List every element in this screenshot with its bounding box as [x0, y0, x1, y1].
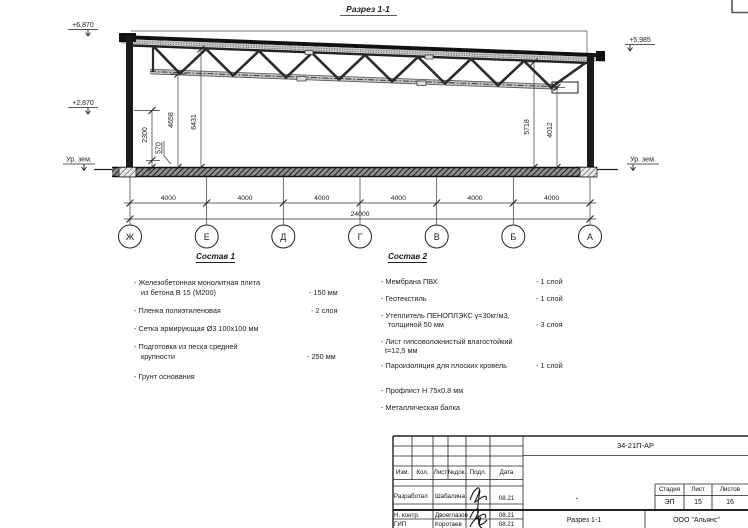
list-item-value: - 1 слой: [536, 277, 563, 286]
col-kol: Кол.: [416, 469, 429, 476]
svg-text:+6,870: +6,870: [72, 22, 94, 29]
floor-slab: [94, 167, 618, 177]
dim-4000: 4000: [390, 195, 406, 202]
left-column: [126, 36, 133, 168]
elevation-ground-right: [627, 157, 659, 171]
list-item-line: - Утеплитель ПЕНОПЛЭКС γ=30кг/м3,: [381, 311, 510, 320]
dim-570: 570: [155, 142, 163, 154]
list-item-line: - Профлист Н 75х0.8 мм: [381, 386, 464, 395]
left-column-footing: [119, 167, 136, 177]
sostav1-title: Состав 1: [196, 252, 236, 261]
list-item-line: толщиной 50 мм: [388, 320, 444, 329]
list-item-line: - Лист гипсоволокнистый влагостойкий: [381, 337, 513, 346]
col-ndok: №док.: [448, 469, 467, 476]
list-item-value: - 3 слоя: [536, 320, 563, 329]
dim-5718: 5718: [524, 119, 531, 135]
stray-dot: [576, 498, 578, 500]
svg-text:+5,985: +5,985: [629, 37, 651, 44]
sheet-value: 15: [694, 499, 702, 506]
sheet-label: Лист: [691, 486, 705, 493]
stage-label: Стадия: [658, 486, 681, 493]
col-izm: Изм.: [395, 469, 410, 476]
dim-4658: 4658: [168, 112, 175, 128]
section-title: [340, 4, 397, 16]
row-date: 08.21: [498, 495, 515, 502]
list-item-value: - 1 слой: [536, 361, 563, 370]
axis-bubbles: [119, 225, 602, 248]
list-item-line: крупности: [141, 352, 175, 361]
list-item-line: - Сетка армирующая Ø3 100х100 мм: [134, 324, 259, 333]
row-role: Разработал: [394, 493, 428, 500]
list-item-line: - Мембрана ПВХ: [381, 277, 438, 286]
list-item-line: - Железобетонная монолитная плита: [134, 278, 261, 287]
list-item-line: - Пленка полиэтиленовая: [134, 306, 221, 315]
company-name: ООО "Альянс": [673, 517, 720, 524]
right-column-footing: [580, 167, 597, 177]
col-data: Дата: [499, 469, 514, 476]
row-name: Двоеглазов: [435, 511, 468, 519]
dim-4000: 4000: [160, 195, 176, 202]
dim-4000: 4000: [237, 195, 253, 202]
doc-number: 34-21П-АР: [616, 441, 655, 450]
frame-corner-mark: [732, 0, 748, 13]
row-role: Н. контр.: [394, 511, 420, 519]
col-podl: Подл.: [469, 469, 487, 476]
vertical-dimensions: [134, 49, 565, 168]
list-item-line: - Подготовка из песка средней: [134, 342, 238, 351]
sheets-label: Листов: [719, 486, 741, 493]
signatures: [470, 488, 487, 528]
roof-end-cap: [596, 51, 605, 61]
row-name: Шабалина: [435, 493, 465, 500]
col-list: Лист: [433, 469, 448, 476]
row-role: ГИП: [394, 520, 407, 528]
list-item-line: из бетона В 15 (М200): [141, 288, 216, 297]
axis-label: Е: [203, 232, 210, 242]
row-date: 08.21: [498, 512, 515, 519]
dim-4000: 4000: [544, 195, 560, 202]
list-item-value: - 1 слой: [536, 294, 563, 303]
dim-6431: 6431: [191, 114, 198, 130]
list-item-line: - Геотекстиль: [381, 294, 427, 303]
row-name: Коротаев: [435, 520, 462, 528]
list-item-line: t=12,5 мм: [385, 346, 418, 355]
axis-label: Г: [357, 232, 363, 242]
axis-label: А: [586, 232, 594, 242]
row-date: 08.21: [498, 521, 515, 528]
elevation-ground-left: [63, 157, 95, 171]
stage-value: ЭП: [664, 499, 675, 506]
dim-24000: 24000: [350, 211, 370, 218]
svg-text:Ур. зем.: Ур. зем.: [630, 156, 656, 164]
list-item-line: - Металлическая балка: [381, 403, 460, 412]
list-item-value: - 150 мм: [309, 288, 338, 297]
section-title-text: Разрез 1-1: [346, 4, 390, 14]
gusset-plate: [425, 55, 433, 59]
drawing-name: Разрез 1-1: [566, 517, 602, 524]
list-item-line: - Грунт основания: [134, 372, 195, 381]
axis-label: Б: [510, 232, 517, 242]
dim-4000: 4000: [314, 195, 330, 202]
dim-2300: 2300: [142, 127, 149, 143]
list-item-value: - 250 мм: [307, 352, 336, 361]
dim-4012: 4012: [547, 122, 554, 138]
gusset-plate: [305, 51, 313, 55]
svg-text:Ур. зем.: Ур. зем.: [66, 156, 92, 164]
gusset-plate: [417, 81, 426, 86]
svg-text:+2,870: +2,870: [72, 100, 94, 107]
axis-label: В: [433, 232, 440, 242]
list-item-value: - 2 слоя: [311, 306, 338, 315]
elevation-left-top: [68, 22, 98, 36]
axis-label: Д: [280, 232, 287, 242]
dim-4000: 4000: [467, 195, 483, 202]
sheets-value: 16: [726, 499, 734, 506]
gusset-plate: [297, 77, 306, 82]
sostav2-title: Состав 2: [388, 252, 428, 261]
elevation-left-mid: [68, 100, 98, 114]
list-item-line: - Пароизоляция для плоских кровель: [381, 361, 507, 370]
right-column: [587, 55, 594, 168]
elevation-right-top: [625, 37, 655, 51]
axis-label: Ж: [125, 232, 135, 242]
